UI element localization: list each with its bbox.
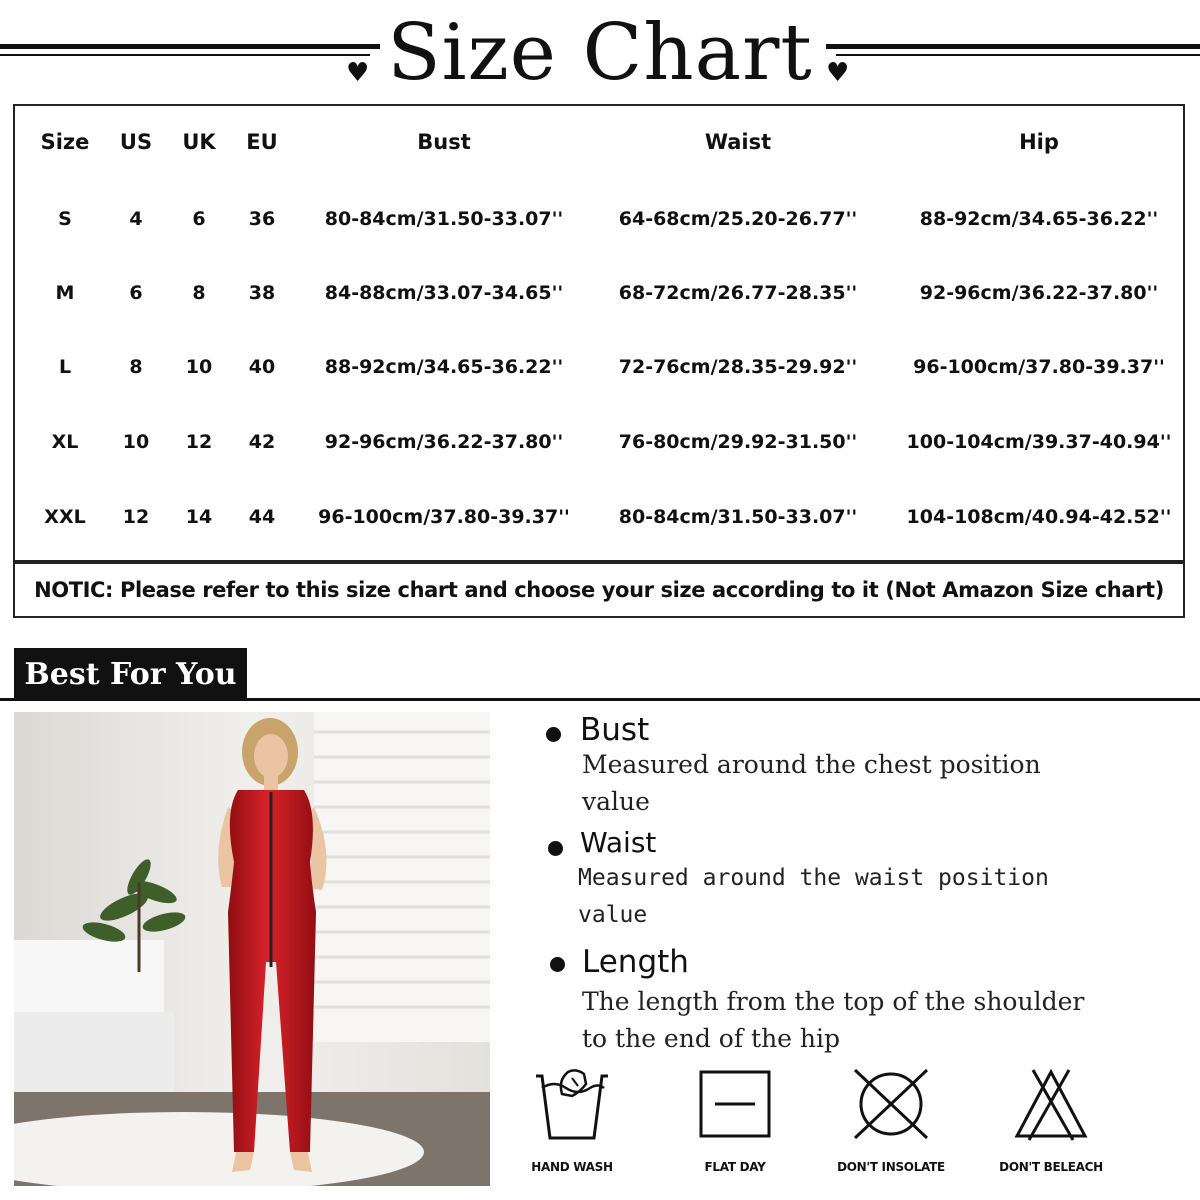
table-cell: M [55, 282, 75, 304]
guide-desc-bust: Measured around the chest position value [582, 750, 1041, 816]
heart-icon: ♥ [346, 58, 370, 88]
table-cell: 92-96cm/36.22-37.80'' [324, 431, 564, 453]
table-cell: 88-92cm/34.65-36.22'' [919, 208, 1159, 230]
table-cell: 10 [122, 431, 150, 453]
page-title: Size Chart [387, 8, 813, 98]
table-cell: 80-84cm/31.50-33.07'' [618, 506, 858, 528]
heart-icon: ♥ [826, 58, 850, 88]
table-header: UK [182, 130, 216, 154]
table-cell: 96-100cm/37.80-39.37'' [913, 356, 1165, 378]
header-rule-right-thin [836, 54, 1200, 56]
size-chart-header [0, 0, 1200, 100]
do-not-bleach-icon [1011, 1066, 1091, 1146]
table-cell: 8 [129, 356, 143, 378]
table-cell: 72-76cm/28.35-29.92'' [618, 356, 858, 378]
hand-wash-icon [532, 1066, 612, 1146]
flat-dry-icon [695, 1066, 775, 1146]
table-cell: 12 [122, 506, 150, 528]
table-cell: 76-80cm/29.92-31.50'' [618, 431, 858, 453]
table-header: Waist [704, 130, 772, 154]
table-cell: 6 [129, 282, 143, 304]
table-header: US [119, 130, 153, 154]
bullet-icon [548, 841, 563, 856]
bullet-icon [550, 957, 565, 972]
header-rule-right [826, 44, 1200, 49]
guide-title-bust: Bust [580, 712, 650, 748]
table-cell: 80-84cm/31.50-33.07'' [324, 208, 564, 230]
table-cell: 6 [192, 208, 206, 230]
size-notice [13, 562, 1185, 618]
table-cell: 4 [129, 208, 143, 230]
section-label-text: Best For You [24, 656, 237, 692]
table-cell: 88-92cm/34.65-36.22'' [324, 356, 564, 378]
section-rule [0, 698, 1200, 701]
care-label: HAND WASH [531, 1160, 613, 1174]
table-cell: 38 [248, 282, 276, 304]
table-cell: 96-100cm/37.80-39.37'' [318, 506, 570, 528]
table-cell: 12 [185, 431, 213, 453]
care-label: FLAT DAY [704, 1160, 766, 1174]
notice-text: NOTIC: Please refer to this size chart and choose your size according to it (Not Amazon Size chart) [34, 578, 1164, 602]
table-cell: 100-104cm/39.37-40.94'' [906, 431, 1172, 453]
table-cell: 68-72cm/26.77-28.35'' [618, 282, 858, 304]
table-cell: 104-108cm/40.94-42.52'' [906, 506, 1172, 528]
table-cell: 64-68cm/25.20-26.77'' [618, 208, 858, 230]
product-photo [14, 712, 490, 1186]
table-header: EU [246, 130, 278, 154]
care-dont-bleach [986, 1066, 1116, 1186]
table-header: Bust [417, 130, 471, 154]
table-cell: 40 [248, 356, 276, 378]
table-cell: 10 [185, 356, 213, 378]
table-header: Size [40, 130, 90, 154]
table-cell: 36 [248, 208, 276, 230]
table-cell: XL [51, 431, 79, 453]
table-cell: L [58, 356, 72, 378]
table-cell: 42 [248, 431, 276, 453]
table-cell: XXL [44, 506, 86, 528]
table-cell: 84-88cm/33.07-34.65'' [324, 282, 564, 304]
care-flat-dry [670, 1066, 800, 1186]
table-cell: S [58, 208, 72, 230]
care-label: DON'T INSOLATE [837, 1160, 945, 1174]
section-label [14, 648, 247, 700]
care-dont-insolate [826, 1066, 956, 1186]
care-hand-wash [507, 1066, 637, 1186]
guide-desc-waist: Measured around the waist position value [578, 865, 1049, 928]
table-header: Hip [1019, 130, 1059, 154]
guide-title-length: Length [582, 944, 689, 980]
do-not-tumble-icon [851, 1066, 931, 1146]
guide-title-waist: Waist [580, 826, 657, 859]
table-cell: 14 [185, 506, 213, 528]
guide-desc-length: The length from the top of the shoulder to the end of the hip [582, 987, 1085, 1053]
size-table [13, 104, 1185, 562]
table-cell: 8 [192, 282, 206, 304]
table-cell: 44 [248, 506, 276, 528]
care-label: DON'T BELEACH [999, 1160, 1103, 1174]
bullet-icon [546, 727, 561, 742]
table-cell: 92-96cm/36.22-37.80'' [919, 282, 1159, 304]
